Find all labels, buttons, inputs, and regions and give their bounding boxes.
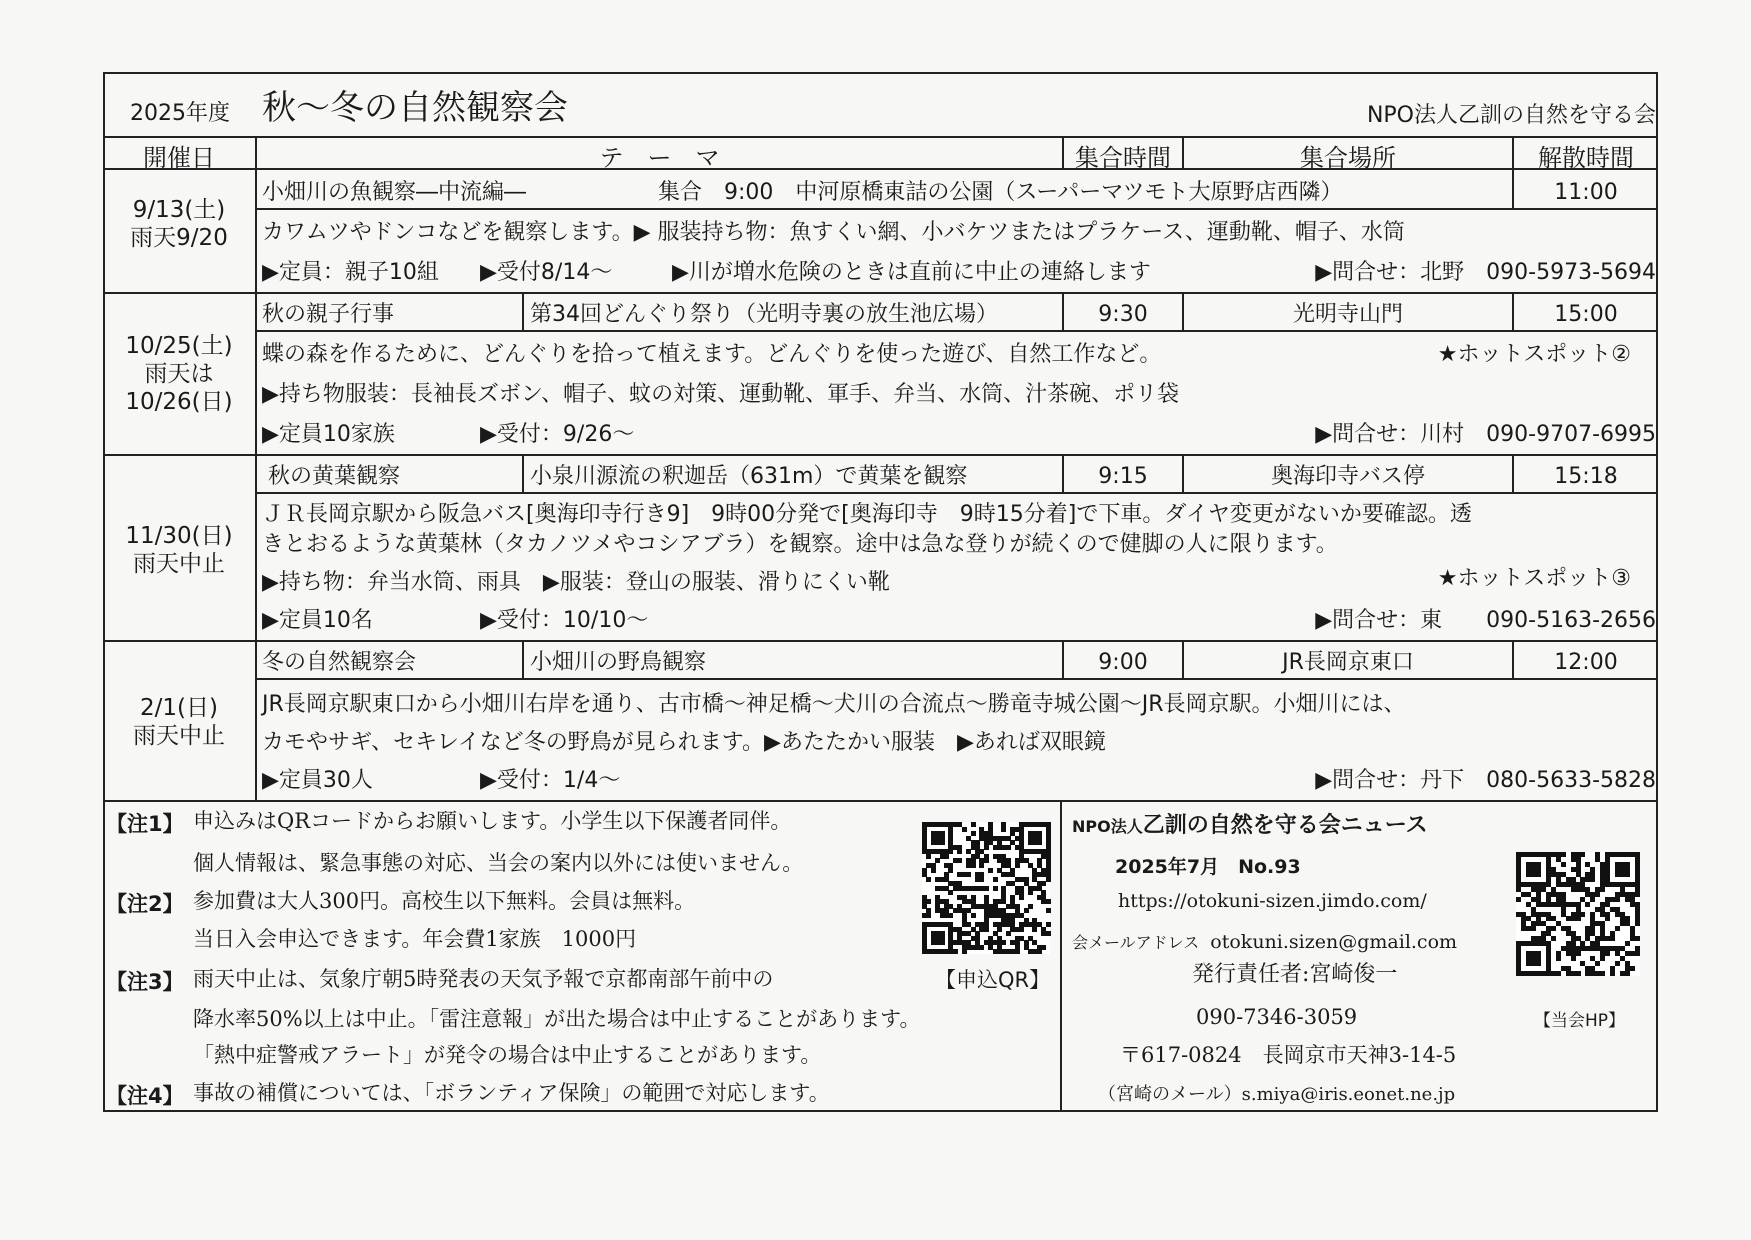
divider [1062,136,1064,170]
qr-module [971,913,976,918]
divider [1060,800,1062,1112]
mail-label: 会メールアドレス [1072,933,1200,952]
event-capacity: ▶定員10名 [262,608,373,633]
qr-module [1006,845,1011,850]
event-items: ▶持ち物服装：長袖長ズボン、帽子、蚊の対策、運動靴、軍手、弁当、水筒、汁茶碗、ポリ袋 [262,382,1180,407]
event-date: 11/30(日) 雨天中止 [125,523,233,577]
qr-module [984,845,989,850]
event-meet-place: 奥海印寺バス停 [1270,464,1425,489]
note-line: 雨天中止は、気象庁朝5時発表の天気予報で京都南部午前中の [193,967,774,991]
qr-module [1600,887,1605,892]
qr-module [984,858,989,863]
qr-module [1046,877,1051,882]
qr-module [971,863,976,868]
qr-module [926,899,931,904]
apply-qr-code[interactable] [922,822,1050,954]
qr-module [1610,936,1615,941]
personal-mail[interactable]: （宮崎のメール）s.miya@iris.eonet.ne.jp [1098,1084,1456,1105]
qr-module [1001,827,1006,832]
qr-module [1046,922,1051,927]
qr-module [1531,926,1536,931]
qr-module [1561,852,1566,857]
event-category: 秋の黄葉観察 [268,464,401,489]
qr-module [948,890,953,895]
qr-module [1630,966,1635,971]
mail-row [1072,930,1457,953]
qr-module [1032,927,1037,932]
qr-module [1576,951,1581,956]
event-end-time: 12:00 [1554,650,1618,675]
qr-module [1037,949,1042,954]
event-reception: ▶受付：10/10～ [480,608,649,633]
col-theme: テ ー マ [599,144,720,172]
event-description: ＪＲ長岡京駅から阪急バス[奥海印寺行き9] 9時00分発で[奥海印寺 9時15分着]で下車。ダイヤ変更がないか要確認。透 [262,502,1472,527]
event-description: JR長岡京駅東口から小畑川右岸を通り、古市橋～神足橋～犬川の合流点～勝竜寺城公園～JR長岡京駅。小畑川には、 [262,692,1406,717]
qr-module [1556,956,1561,961]
qr-module [1536,961,1541,966]
event-contact: ▶問合せ：丹下 080-5633-5828 [1315,768,1656,793]
qr-module [993,886,998,891]
qr-module [1046,908,1051,913]
qr-module [935,858,940,863]
qr-module [1615,961,1620,966]
mail-address[interactable]: otokuni.sizen@gmail.com [1210,931,1458,953]
qr-module [1019,895,1024,900]
publisher: 発行責任者:宮崎俊一 [1192,962,1398,987]
divider [103,454,1658,456]
event-contact: ▶問合せ：東 090-5163-2656 [1315,608,1656,633]
note-line: 事故の補償については、「ボランティア保険」の範囲で対応します。 [193,1081,830,1105]
news-title: 乙訓の自然を守る会ニュース [1142,813,1428,838]
qr-module [1015,949,1020,954]
qr-module [940,840,945,845]
hp-qr-label: 【当会HP】 [1534,1011,1626,1031]
event-meet-time: 9:30 [1098,302,1148,327]
qr-module [1015,863,1020,868]
event-meet-place: 光明寺山門 [1292,302,1403,327]
qr-module [962,949,967,954]
hp-qr-code[interactable] [1516,852,1640,976]
divider [255,678,1658,680]
col-meet-place: 集合場所 [1300,144,1396,172]
qr-module [926,913,931,918]
qr-module [1600,956,1605,961]
qr-module [1028,890,1033,895]
event-contact: ▶問合せ：北野 090-5973-5694 [1315,260,1656,285]
qr-module [1019,927,1024,932]
qr-module [1635,951,1640,956]
divider [103,640,1658,642]
note-line: 「熱中症警戒アラート」が発令の場合は中止することがあります。 [193,1043,822,1067]
qr-module [1595,892,1600,897]
hotspot-badge: ★ホットスポット③ [1437,566,1631,591]
qr-module [1001,940,1006,945]
event-date: 2/1(日) 雨天中止 [133,695,225,749]
qr-module [1635,936,1640,941]
event-end-time: 11:00 [1554,180,1618,205]
divider [1182,136,1184,170]
qr-module [1585,902,1590,907]
qr-module [957,849,962,854]
event-capacity: ▶定員30人 [262,768,373,793]
divider [1512,136,1514,170]
event-reception: ▶受付：1/4～ [480,768,621,793]
qr-module [1028,904,1033,909]
note-tag: 【注4】 [106,1084,184,1108]
qr-module [1590,877,1595,882]
qr-module [1580,852,1585,857]
qr-module [948,868,953,873]
qr-module [1635,921,1640,926]
qr-module [926,877,931,882]
qr-module [1536,872,1541,877]
event-description: カモやサギ、セキレイなど冬の野鳥が見られます。▶あたたかい服装 ▶あれば双眼鏡 [262,730,1106,755]
event-reception: ▶受付：9/26～ [480,422,635,447]
qr-module [962,827,967,832]
qr-module [966,872,971,877]
note-line: 当日入会申込できます。年会費1家族 1000円 [193,927,637,951]
apply-qr-label: 【申込QR】 [935,968,1051,992]
qr-module [971,822,976,827]
qr-module [1576,971,1581,976]
qr-module [997,927,1002,932]
qr-module [1556,971,1561,976]
hp-url[interactable]: https://otokuni-sizen.jimdo.com/ [1118,890,1427,912]
divider [255,492,1658,494]
qr-module [957,858,962,863]
event-description: 蝶の森を作るために、どんぐりを拾って植えます。どんぐりを使った遊び、自然工作など。 [262,342,1162,367]
qr-module [979,945,984,950]
qr-module [1600,971,1605,976]
col-end-time: 解散時間 [1538,144,1634,172]
news-heading [1072,808,1428,839]
event-category: 秋の親子行事 [262,302,395,327]
header-org: NPO法人乙訓の自然を守る会 [1366,103,1656,128]
qr-module [1024,908,1029,913]
qr-module [1037,840,1042,845]
qr-module [1046,931,1051,936]
event-description: カワムツやドンコなどを観察します。▶ 服装持ち物：魚すくい網、小バケツまたはプラケース、運動靴、帽子、水筒 [262,220,1405,245]
event-meet-place: JR長岡京東口 [1282,650,1414,675]
qr-module [1605,951,1610,956]
qr-module [931,868,936,873]
qr-module [926,854,931,859]
note-tag: 【注3】 [106,970,184,994]
divider [103,800,1658,802]
divider [255,208,1658,210]
event-end-time: 15:18 [1554,464,1618,489]
qr-module [1006,931,1011,936]
publisher-address: 〒617-0824 長岡京市天神3-14-5 [1120,1043,1457,1067]
note-line: 個人情報は、緊急事態の対応、当会の案内以外には使いません。 [193,851,804,875]
divider [255,330,1658,332]
hotspot-badge: ★ホットスポット② [1437,342,1631,367]
note-tag: 【注2】 [106,892,184,916]
event-theme: 小畑川の野鳥観察 [530,650,707,675]
qr-module [953,949,958,954]
event-notice: ▶川が増水危険のときは直前に中止の連絡します [672,260,1151,285]
divider [103,292,1658,294]
event-capacity: ▶定員10家族 [262,422,395,447]
qr-module [1595,961,1600,966]
event-title-line: 小畑川の魚観察―中流編― 集合 9:00 中河原橋東詰の公園（スーパーマツモト大原野店西隣） [262,180,1343,205]
note-line: 申込みはQRコードからお願いします。小学生以下保護者同伴。 [193,809,792,833]
qr-module [979,877,984,882]
qr-module [1615,926,1620,931]
event-theme: 小泉川源流の釈迦岳（631m）で黄葉を観察 [530,464,968,489]
event-category: 冬の自然観察会 [262,650,417,675]
qr-module [1605,916,1610,921]
qr-module [1516,897,1521,902]
divider [522,292,524,330]
qr-module [1046,899,1051,904]
event-meet-time: 9:15 [1098,464,1148,489]
qr-module [1615,897,1620,902]
qr-module [984,927,989,932]
note-line: 参加費は大人300円。高校生以下無料。会員は無料。 [193,889,696,913]
publisher-phone: 090-7346-3059 [1196,1005,1358,1029]
qr-module [979,863,984,868]
qr-module [948,849,953,854]
event-items: ▶持ち物：弁当水筒、雨具 ▶服装：登山の服装、滑りにくい靴 [262,570,890,595]
qr-module [971,831,976,836]
qr-module [1610,971,1615,976]
qr-module [1551,936,1556,941]
qr-module [1571,956,1576,961]
header-year: 2025年度 [130,101,230,126]
qr-module [1625,941,1630,946]
qr-module [1576,916,1581,921]
qr-module [984,886,989,891]
qr-module [1041,945,1046,950]
qr-module [1580,912,1585,917]
qr-module [1635,892,1640,897]
event-theme: 第34回どんぐり祭り（光明寺裏の放生池広場） [530,302,998,327]
event-date: 10/25(土) 雨天は 10/26(日) [125,333,233,415]
event-reception: ▶受付8/14～ [480,260,613,285]
qr-module [1590,897,1595,902]
note-line: 降水率50%以上は中止。「雷注意報」が出た場合は中止することがあります。 [193,1007,921,1031]
event-capacity: ▶定員：親子10組 [262,260,439,285]
qr-module [1625,971,1630,976]
news-prefix: NPO法人 [1072,817,1143,836]
news-issue: 2025年7月 No.93 [1115,856,1301,878]
qr-module [1625,872,1630,877]
qr-module [1551,926,1556,931]
qr-module [1041,881,1046,886]
divider [255,136,257,800]
note-tag: 【注1】 [106,812,184,836]
event-description: きとおるような黄葉林（タカノツメやコシアブラ）を観察。途中は急な登りが続くので健脚の人に限ります。 [262,532,1338,557]
col-meet-time: 集合時間 [1075,144,1171,172]
divider [522,454,524,492]
divider [522,640,524,678]
event-end-time: 15:00 [1554,302,1618,327]
qr-module [988,868,993,873]
qr-module [940,940,945,945]
qr-module [993,877,998,882]
event-date: 9/13(土) 雨天9/20 [130,197,228,251]
qr-module [1561,862,1566,867]
col-date: 開催日 [143,144,215,172]
qr-module [944,854,949,859]
page-title: 秋～冬の自然観察会 [262,88,568,128]
event-meet-time: 9:00 [1098,650,1148,675]
event-contact: ▶問合せ：川村 090-9707-6995 [1315,422,1656,447]
qr-module [948,913,953,918]
